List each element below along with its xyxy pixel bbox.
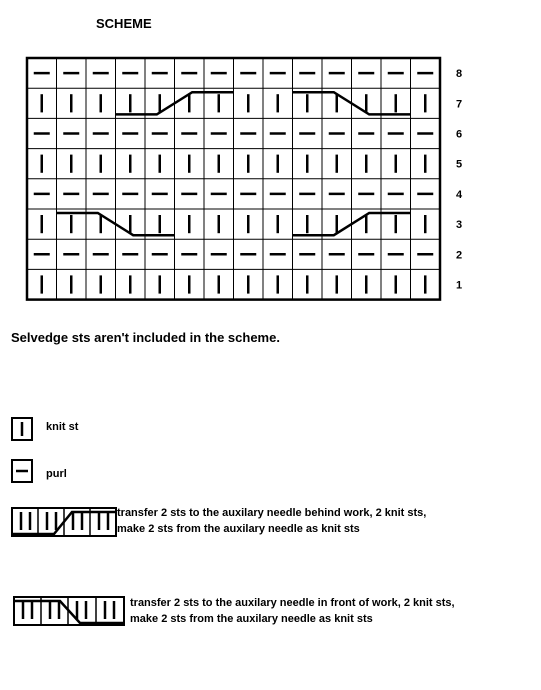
legend-purl-label: purl <box>46 468 67 480</box>
left-cross-symbol-icon <box>14 597 124 625</box>
row-number-label: 7 <box>456 98 463 111</box>
right-cross-symbol-icon <box>12 508 116 536</box>
row-number-label: 6 <box>456 128 463 141</box>
legend-left-cross-line1: transfer 2 sts to the auxilary needle in front of work, 2 knit sts, <box>130 597 455 609</box>
purl-symbol-icon <box>12 460 32 482</box>
scheme-title: SCHEME <box>96 16 152 31</box>
legend-right-cross-line2: make 2 sts from the auxilary needle as knit sts <box>117 523 360 535</box>
legend-right-cross-line1: transfer 2 sts to the auxilary needle behind work, 2 knit sts, <box>117 507 427 519</box>
row-number-label: 1 <box>456 279 463 292</box>
legend-left-cross-line2: make 2 sts from the auxilary needle as knit sts <box>130 613 373 625</box>
selvedge-note: Selvedge sts aren't included in the scheme. <box>11 330 280 345</box>
legend-knit-label: knit st <box>46 421 79 433</box>
row-number-label: 4 <box>456 188 463 201</box>
knit-symbol-icon <box>12 418 32 440</box>
row-number-label: 5 <box>456 158 463 171</box>
row-number-label: 8 <box>456 68 463 81</box>
row-number-label: 2 <box>456 249 463 262</box>
row-number-label: 3 <box>456 219 463 232</box>
